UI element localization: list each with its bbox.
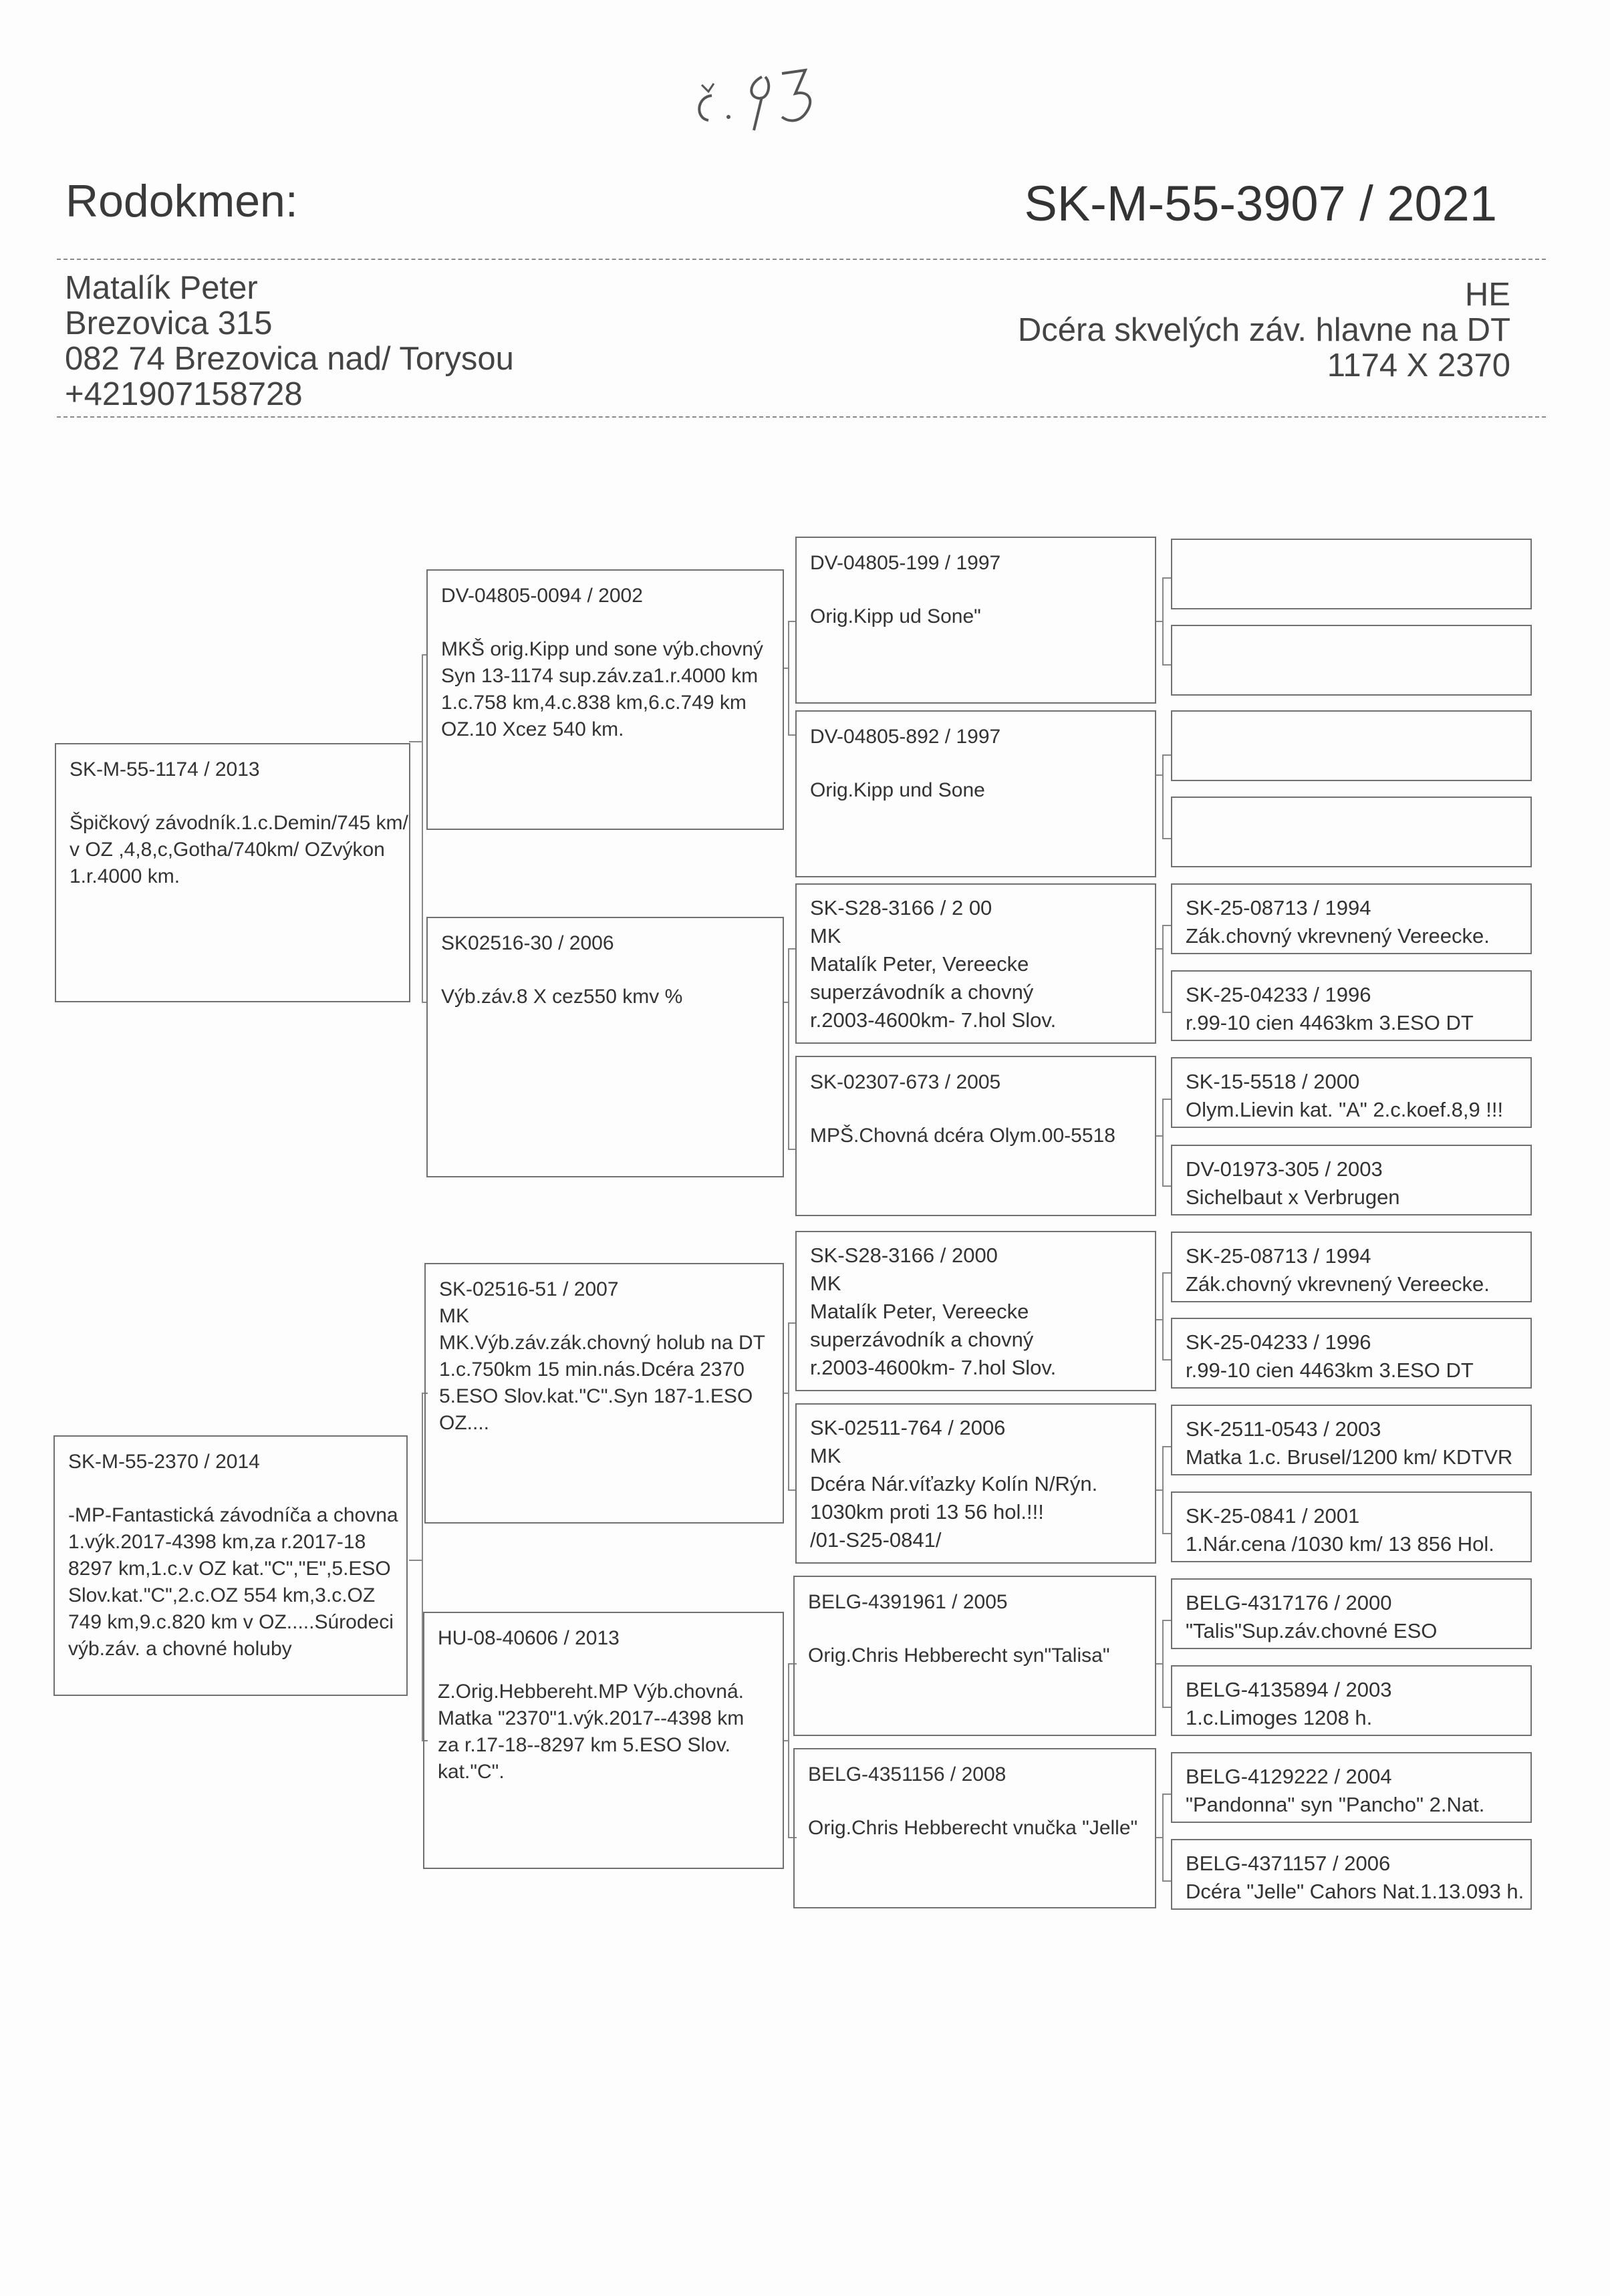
gg-grandparent-ring: SK-25-0841 / 2001 (1186, 1504, 1360, 1528)
great-grandparent-note: /01-S25-0841/ (810, 1528, 942, 1552)
great-grandparent-5-box (795, 1231, 1156, 1391)
granddam-paternal-note: Výb.záv.8 X cez550 kmv % (441, 986, 683, 1008)
grandsire-maternal-note: MK.Výb.záv.zák.chovný holub na DT (439, 1332, 765, 1354)
granddam-paternal-box (426, 917, 784, 1177)
great-grandparent-ring: DV-04805-892 / 1997 (810, 726, 1001, 748)
gg-grandparent-ring: SK-25-04233 / 1996 (1186, 983, 1371, 1006)
gg-grandparent-note: Matka 1.c. Brusel/1200 km/ KDTVR (1186, 1445, 1513, 1469)
gg-grandparent-2-box (1171, 625, 1532, 696)
grandsire-paternal-box (426, 569, 784, 830)
gg-grandparent-ring: BELG-4135894 / 2003 (1186, 1678, 1392, 1701)
great-grandparent-7-box (793, 1576, 1156, 1736)
grandsire-maternal-note: OZ.... (439, 1412, 489, 1434)
grandsire-maternal-ring: SK-02516-51 / 2007 (439, 1278, 619, 1300)
gg-grandparent-1-box (1171, 539, 1532, 609)
granddam-maternal-note: kat."C". (438, 1761, 505, 1783)
great-grandparent-3-box (795, 883, 1156, 1044)
dam-note-line: 8297 km,1.c.v OZ kat."C","E",5.ESO (68, 1558, 391, 1580)
gg-grandparent-9-box (1171, 1232, 1532, 1302)
great-grandparent-note: MPŠ.Chovná dcéra Olym.00-5518 (810, 1125, 1115, 1147)
gg-grandparent-ring: SK-2511-0543 / 2003 (1186, 1417, 1381, 1441)
granddam-maternal-note: za r.17-18--8297 km 5.ESO Slov. (438, 1734, 730, 1756)
gg-grandparent-14-box (1171, 1665, 1532, 1736)
great-grandparent-note: MK (810, 1272, 841, 1295)
great-grandparent-note: Orig.Kipp und Sone (810, 779, 985, 801)
great-grandparent-note: superzávodník a chovný (810, 980, 1034, 1004)
great-grandparent-note: r.2003-4600km- 7.hol Slov. (810, 1356, 1057, 1379)
gg-grandparent-ring: SK-25-04233 / 1996 (1186, 1330, 1371, 1354)
grandsire-paternal-note: OZ.10 Xcez 540 km. (441, 718, 624, 740)
gg-grandparent-16-box (1171, 1839, 1532, 1910)
gg-grandparent-note: "Pandonna" syn "Pancho" 2.Nat. (1186, 1793, 1485, 1816)
dam-note-line: -MP-Fantastická závodníča a chovna (68, 1504, 398, 1526)
great-grandparent-ring: SK-02307-673 / 2005 (810, 1071, 1001, 1093)
great-grandparent-note: MK (810, 1444, 841, 1467)
dam-note-line: 1.výk.2017-4398 km,za r.2017-18 (68, 1531, 366, 1553)
sire-box (55, 743, 410, 1002)
gg-grandparent-note: Sichelbaut x Verbrugen (1186, 1185, 1400, 1209)
bird-pairing: 1174 X 2370 (1327, 347, 1510, 384)
gg-grandparent-note: Olym.Lievin kat. "A" 2.c.koef.8,9 !!! (1186, 1098, 1504, 1121)
great-grandparent-note: Orig.Chris Hebberecht syn"Talisa" (808, 1644, 1110, 1667)
grandsire-maternal-box (424, 1263, 784, 1524)
grandsire-paternal-note: 1.c.758 km,4.c.838 km,6.c.749 km (441, 692, 747, 714)
gg-grandparent-note: Zák.chovný vkrevnený Vereecke. (1186, 1272, 1490, 1296)
gg-grandparent-note: 1.c.Limoges 1208 h. (1186, 1706, 1373, 1729)
grandsire-paternal-note: Syn 13-1174 sup.záv.za1.r.4000 km (441, 665, 759, 687)
great-grandparent-ring: BELG-4391961 / 2005 (808, 1591, 1008, 1613)
gg-grandparent-note: 1.Nár.cena /1030 km/ 13 856 Hol. (1186, 1532, 1494, 1556)
gg-grandparent-ring: BELG-4317176 / 2000 (1186, 1591, 1392, 1614)
great-grandparent-ring: SK-02511-764 / 2006 (810, 1416, 1006, 1439)
sire-ring: SK-M-55-1174 / 2013 (70, 758, 260, 780)
gg-grandparent-note: Zák.chovný vkrevnený Vereecke. (1186, 924, 1490, 948)
gg-grandparent-ring: SK-25-08713 / 1994 (1186, 1244, 1371, 1268)
great-grandparent-ring: SK-S28-3166 / 2000 (810, 1244, 998, 1267)
great-grandparent-8-box (793, 1748, 1156, 1908)
gg-grandparent-7-box (1171, 1057, 1532, 1128)
gg-grandparent-15-box (1171, 1752, 1532, 1823)
granddam-maternal-note: Matka "2370"1.výk.2017--4398 km (438, 1707, 745, 1729)
bird-sex: HE (1464, 277, 1510, 313)
granddam-maternal-box (423, 1612, 784, 1869)
great-grandparent-note: Matalík Peter, Vereecke (810, 1300, 1029, 1323)
gg-grandparent-ring: BELG-4371157 / 2006 (1186, 1852, 1391, 1875)
granddam-paternal-ring: SK02516-30 / 2006 (441, 932, 614, 954)
gg-grandparent-note: Dcéra "Jelle" Cahors Nat.1.13.093 h. (1186, 1880, 1524, 1903)
gg-grandparent-10-box (1171, 1318, 1532, 1389)
grandsire-maternal-note: MK (439, 1305, 469, 1327)
great-grandparent-note: Orig.Chris Hebberecht vnučka "Jelle" (808, 1817, 1138, 1839)
gg-grandparent-note: "Talis"Sup.záv.chovné ESO (1186, 1619, 1438, 1642)
great-grandparent-note: Dcéra Nár.víťazky Kolín N/Rýn. (810, 1472, 1098, 1495)
gg-grandparent-5-box (1171, 883, 1532, 954)
gg-grandparent-13-box (1171, 1578, 1532, 1649)
owner-phone: +421907158728 (65, 376, 303, 412)
great-grandparent-ring: DV-04805-199 / 1997 (810, 552, 1001, 574)
granddam-maternal-note: Z.Orig.Hebbereht.MP Výb.chovná. (438, 1681, 744, 1703)
owner-street: Brezovica 315 (65, 305, 273, 341)
bird-description: Dcéra skvelých záv. hlavne na DT (1017, 312, 1510, 348)
gg-grandparent-ring: SK-15-5518 / 2000 (1186, 1070, 1360, 1093)
sire-note-line: Špičkový závodník.1.c.Demin/745 km/ (70, 812, 408, 834)
gg-grandparent-4-box (1171, 797, 1532, 867)
grandsire-maternal-note: 5.ESO Slov.kat."C".Syn 187-1.ESO (439, 1385, 753, 1407)
great-grandparent-6-box (795, 1403, 1156, 1564)
great-grandparent-ring: BELG-4351156 / 2008 (808, 1763, 1007, 1785)
gg-grandparent-note: r.99-10 cien 4463km 3.ESO DT (1186, 1358, 1474, 1382)
dam-box (53, 1435, 408, 1696)
pigeon-ring-number: SK-M-55-3907 / 2021 (1024, 176, 1497, 231)
great-grandparent-note: MK (810, 924, 841, 948)
gg-grandparent-6-box (1171, 970, 1532, 1041)
gg-grandparent-3-box (1171, 710, 1532, 781)
great-grandparent-note: Orig.Kipp ud Sone" (810, 605, 981, 627)
gg-grandparent-ring: SK-25-08713 / 1994 (1186, 896, 1371, 919)
dam-note-line: výb.záv. a chovné holuby (68, 1638, 292, 1660)
great-grandparent-note: 1030km proti 13 56 hol.!!! (810, 1500, 1044, 1524)
dam-ring: SK-M-55-2370 / 2014 (68, 1451, 260, 1473)
gg-grandparent-8-box (1171, 1145, 1532, 1215)
great-grandparent-note: Matalík Peter, Vereecke (810, 952, 1029, 976)
great-grandparent-2-box (795, 710, 1156, 877)
grandsire-maternal-note: 1.c.750km 15 min.nás.Dcéra 2370 (439, 1358, 745, 1381)
great-grandparent-1-box (795, 537, 1156, 704)
page-title: Rodokmen: (65, 176, 298, 227)
gg-grandparent-12-box (1171, 1491, 1532, 1562)
owner-city: 082 74 Brezovica nad/ Torysou (65, 341, 514, 377)
grandsire-paternal-ring: DV-04805-0094 / 2002 (441, 585, 643, 607)
gg-grandparent-ring: BELG-4129222 / 2004 (1186, 1765, 1392, 1788)
dam-note-line: Slov.kat."C",2.c.OZ 554 km,3.c.OZ (68, 1584, 376, 1606)
great-grandparent-note: superzávodník a chovný (810, 1328, 1034, 1351)
owner-name: Matalík Peter (65, 270, 258, 306)
great-grandparent-ring: SK-S28-3166 / 2 00 (810, 896, 992, 919)
great-grandparent-note: r.2003-4600km- 7.hol Slov. (810, 1008, 1057, 1032)
gg-grandparent-11-box (1171, 1405, 1532, 1475)
grandsire-paternal-note: MKŠ orig.Kipp und sone výb.chovný (441, 638, 763, 660)
dam-note-line: 749 km,9.c.820 km v OZ.....Súrodeci (68, 1611, 394, 1633)
sire-note-line: v OZ ,4,8,c,Gotha/740km/ OZvýkon (70, 839, 385, 861)
great-grandparent-4-box (795, 1056, 1156, 1216)
gg-grandparent-ring: DV-01973-305 / 2003 (1186, 1157, 1383, 1181)
sire-note-line: 1.r.4000 km. (70, 865, 180, 887)
gg-grandparent-note: r.99-10 cien 4463km 3.ESO DT (1186, 1011, 1474, 1034)
granddam-maternal-ring: HU-08-40606 / 2013 (438, 1627, 620, 1649)
